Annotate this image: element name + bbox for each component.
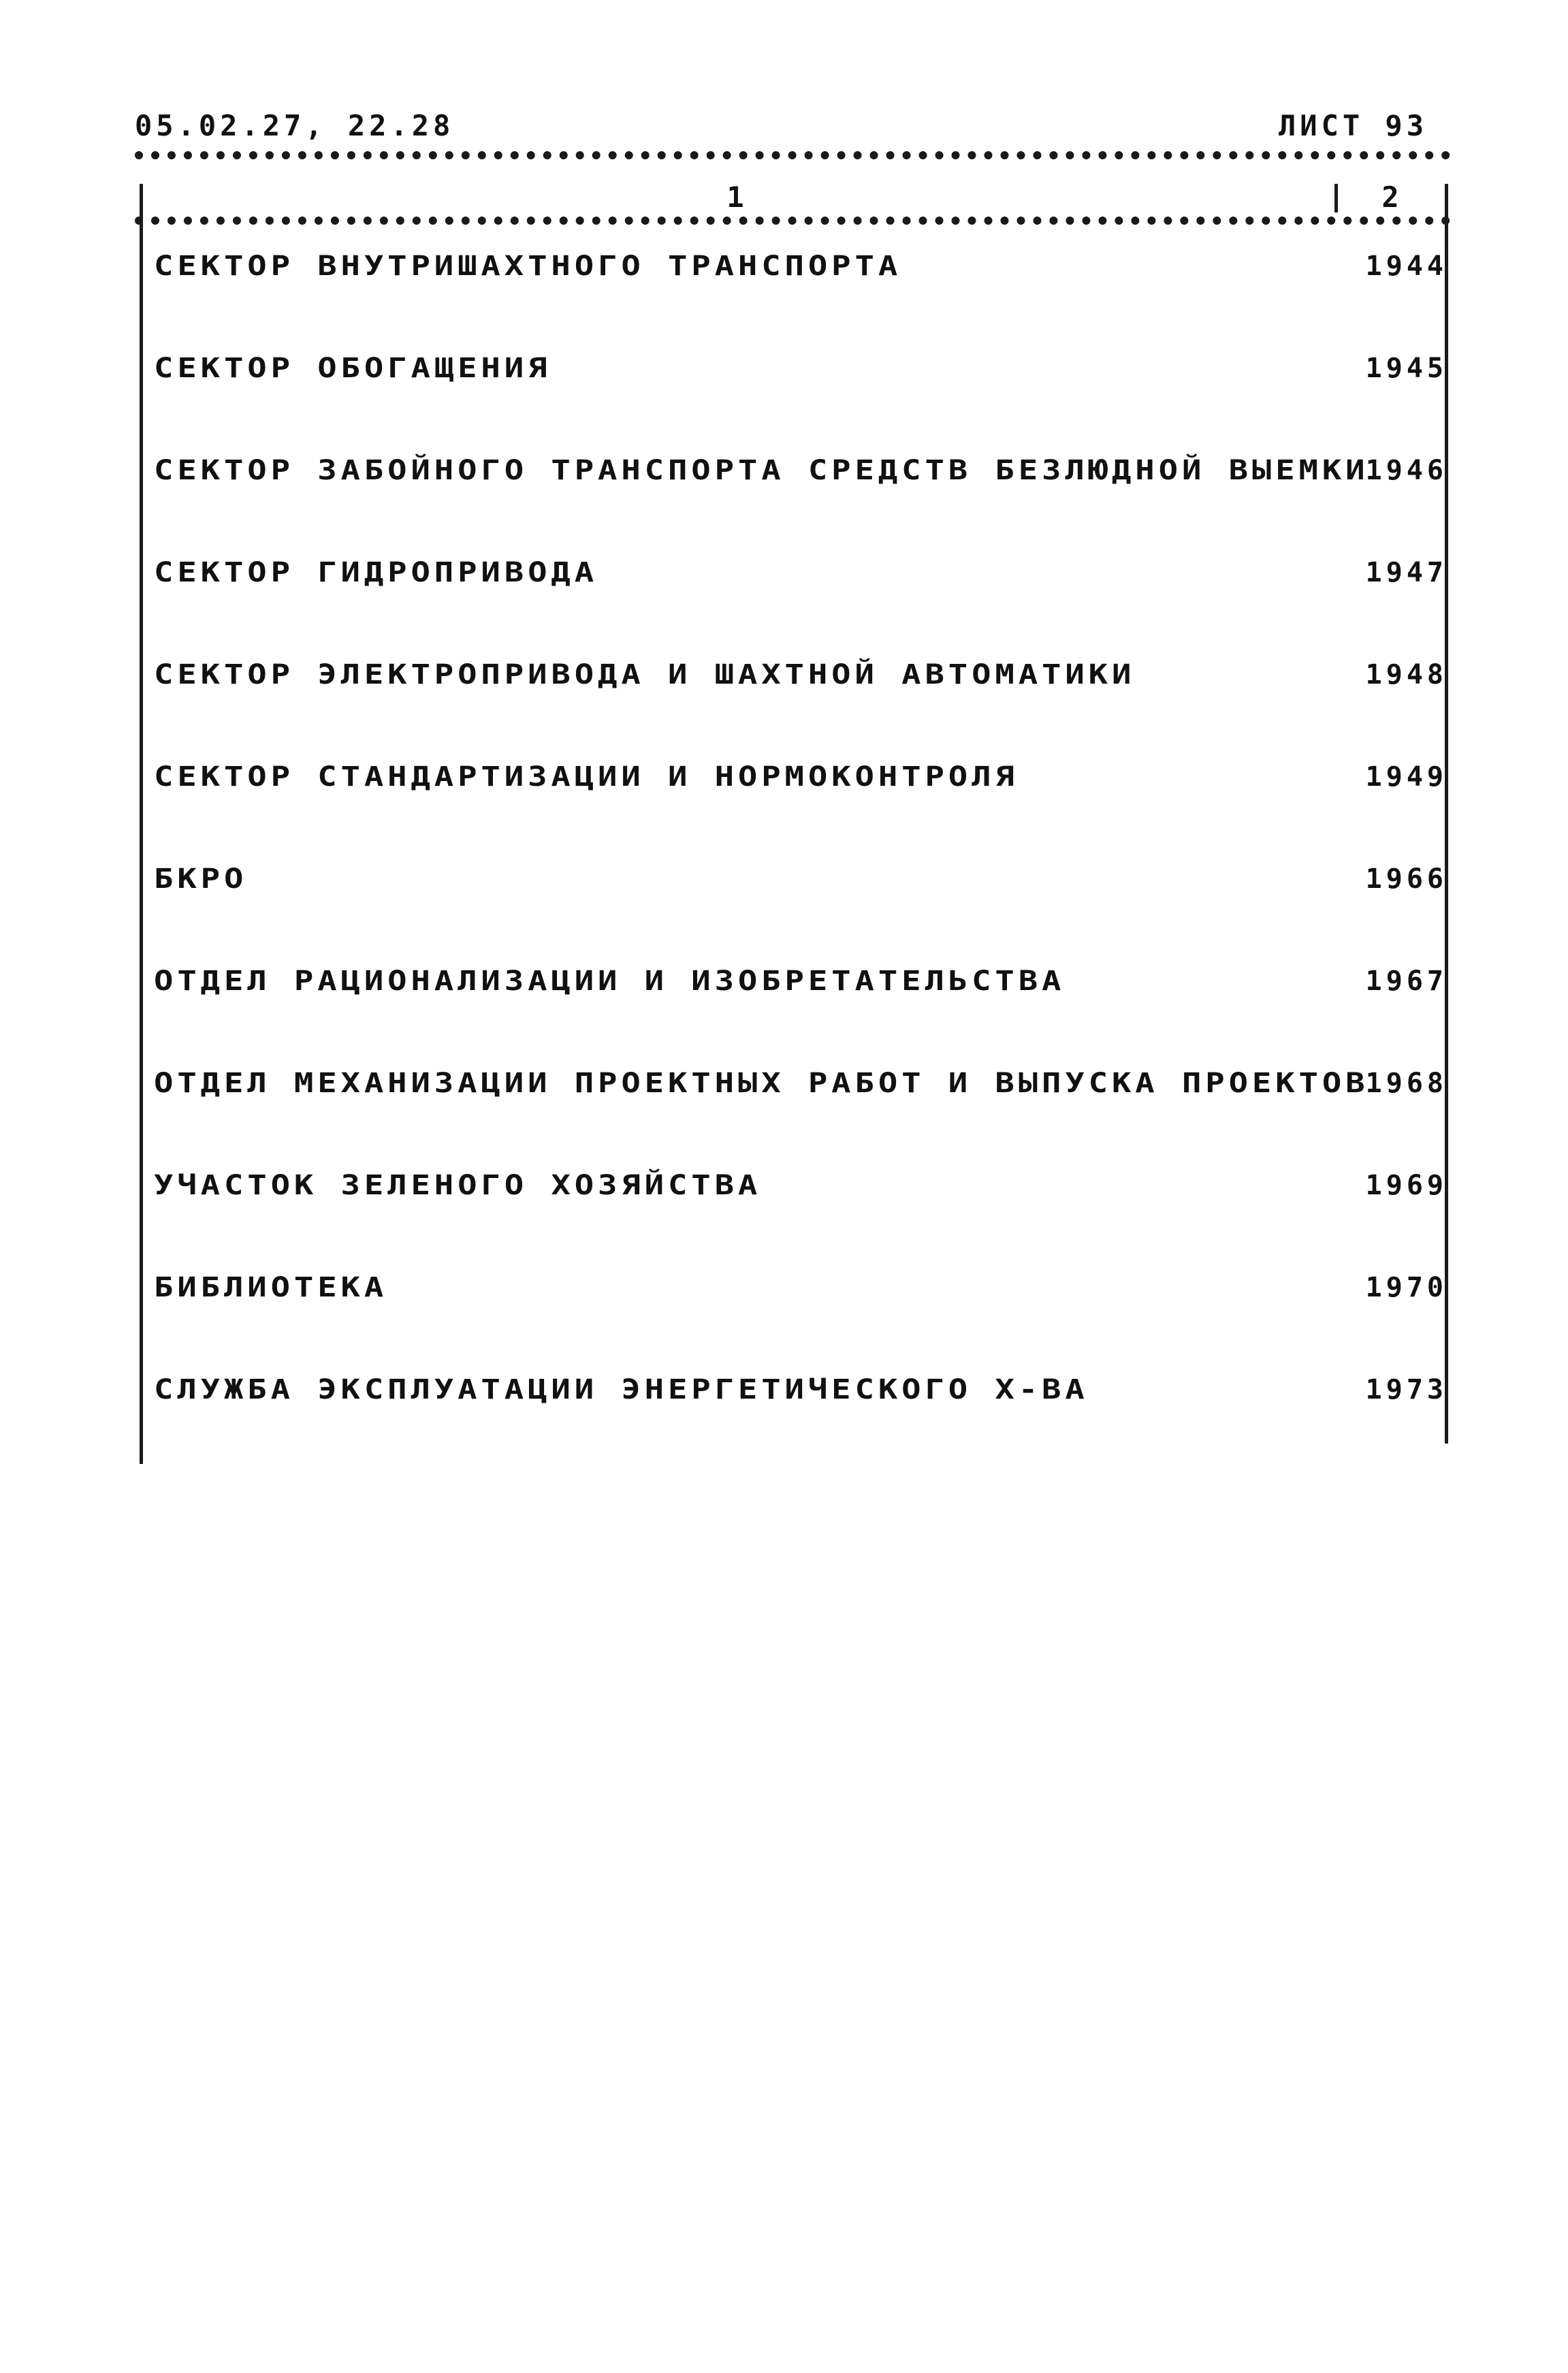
row-code: 1970: [1365, 1272, 1447, 1303]
row-name: СЕКТОР ОБОГАЩЕНИЯ: [154, 353, 551, 384]
row-code: 1944: [1365, 251, 1447, 282]
column-divider: [1334, 184, 1338, 212]
left-border: [140, 184, 143, 1464]
row-name: СЛУЖБА ЭКСПЛУАТАЦИИ ЭНЕРГЕТИЧЕСКОГО Х-ВА: [154, 1374, 1089, 1405]
row-code: 1947: [1365, 557, 1447, 588]
table-row: [154, 1374, 1447, 1415]
row-code: 1948: [1365, 659, 1447, 690]
row-code: 1967: [1365, 966, 1447, 997]
table-row: [154, 863, 1447, 904]
table-row: [154, 659, 1447, 700]
column-1-header: 1: [726, 180, 744, 214]
top-dotted-rule: [135, 151, 1450, 159]
row-code: 1945: [1365, 353, 1447, 384]
row-name: СЕКТОР ВНУТРИШАХТНОГО ТРАНСПОРТА: [154, 251, 902, 282]
row-name: ОТДЕЛ РАЦИОНАЛИЗАЦИИ И ИЗОБРЕТАТЕЛЬСТВА: [154, 966, 1066, 997]
row-code: 1968: [1365, 1068, 1447, 1099]
row-name: СЕКТОР ЭЛЕКТРОПРИВОДА И ШАХТНОЙ АВТОМАТИКИ: [154, 659, 1136, 690]
table-row: [154, 966, 1447, 1006]
table-row: [154, 353, 1447, 394]
document-code: 05.02.27, 22.28: [135, 109, 455, 142]
column-2-header: 2: [1381, 180, 1399, 214]
table-row: [154, 557, 1447, 598]
row-code: 1973: [1365, 1374, 1447, 1405]
row-name: УЧАСТОК ЗЕЛЕНОГО ХОЗЯЙСТВА: [154, 1170, 762, 1201]
row-name: СЕКТОР СТАНДАРТИЗАЦИИ И НОРМОКОНТРОЛЯ: [154, 761, 1019, 793]
table-row: [154, 251, 1447, 291]
row-name: СЕКТОР ЗАБОЙНОГО ТРАНСПОРТА СРЕДСТВ БЕЗЛЮДНОЙ ВЫЕМКИ: [154, 455, 1369, 486]
row-code: 1969: [1365, 1170, 1447, 1201]
row-name: БКРО: [154, 863, 248, 895]
sheet-number: ЛИСТ 93: [1279, 109, 1428, 142]
table-row: [154, 455, 1447, 496]
table-row: [154, 1068, 1447, 1109]
row-code: 1946: [1365, 455, 1447, 486]
row-name: БИБЛИОТЕКА: [154, 1272, 388, 1303]
row-name: ОТДЕЛ МЕХАНИЗАЦИИ ПРОЕКТНЫХ РАБОТ И ВЫПУСКА ПРОЕКТОВ: [154, 1068, 1369, 1099]
row-code: 1966: [1365, 863, 1447, 895]
row-name: СЕКТОР ГИДРОПРИВОДА: [154, 557, 598, 588]
table-row: [154, 761, 1447, 802]
table-row: [154, 1272, 1447, 1313]
header-dotted-rule: [135, 217, 1450, 225]
row-code: 1949: [1365, 761, 1447, 793]
table-row: [154, 1170, 1447, 1211]
